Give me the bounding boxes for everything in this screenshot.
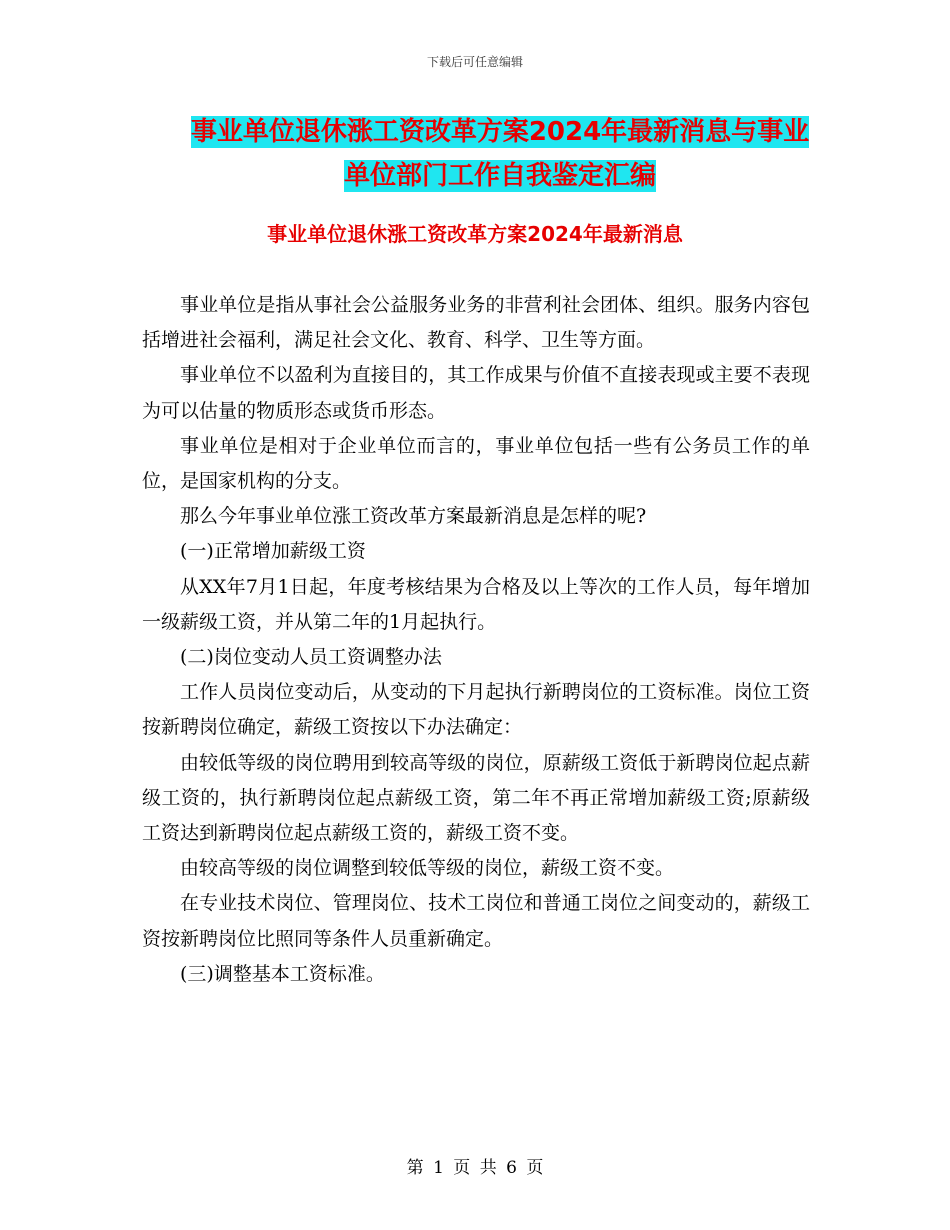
paragraph: 从XX年7月1日起，年度考核结果为合格及以上等次的工作人员，每年增加一级薪级工资，并从第二年的1月起执行。 xyxy=(142,575,810,633)
document-title-line-2: 单位部门工作自我鉴定汇编 xyxy=(343,161,656,191)
paragraph: 工作人员岗位变动后，从变动的下月起执行新聘岗位的工资标准。岗位工资按新聘岗位确定，薪级工资按以下办法确定： xyxy=(142,681,810,739)
paragraph: 事业单位是指从事社会公益服务业务的非营利社会团体、组织。服务内容包括增进社会福利，满足社会文化、教育、科学、卫生等方面。 xyxy=(142,294,810,352)
section-title: 事业单位退休涨工资改革方案2024年最新消息 xyxy=(267,222,683,246)
paragraph: (三)调整基本工资标准。 xyxy=(180,962,385,985)
document-title xyxy=(140,110,860,198)
paragraph: 事业单位不以盈利为直接目的，其工作成果与价值不直接表现或主要不表现为可以估量的物质形态或货币形态。 xyxy=(142,364,810,422)
document-title-line-1: 事业单位退休涨工资改革方案2024年最新消息与事业 xyxy=(190,117,810,147)
paragraph: 事业单位是相对于企业单位而言的，事业单位包括一些有公务员工作的单位，是国家机构的分支。 xyxy=(142,434,810,493)
paragraph: 由较低等级的岗位聘用到较高等级的岗位，原薪级工资低于新聘岗位起点薪级工资的，执行新聘岗位起点薪级工资，第二年不再正常增加薪级工资;原薪级工资达到新聘岗位起点薪级工资的，薪级工资不变。 xyxy=(142,751,810,845)
paragraph: 那么今年事业单位涨工资改革方案最新消息是怎样的呢? xyxy=(180,505,647,528)
paragraph: 由较高等级的岗位调整到较低等级的岗位，薪级工资不变。 xyxy=(180,857,675,880)
paragraph: (二)岗位变动人员工资调整办法 xyxy=(180,646,442,669)
document-body xyxy=(142,288,810,992)
page-number-footer: 第 1 页 共 6 页 xyxy=(406,1158,544,1178)
paragraph: 在专业技术岗位、管理岗位、技术工岗位和普通工岗位之间变动的，薪级工资按新聘岗位比照同等条件人员重新确定。 xyxy=(142,892,810,950)
header-note: 下载后可任意编辑 xyxy=(426,55,523,69)
paragraph: (一)正常增加薪级工资 xyxy=(180,540,366,563)
